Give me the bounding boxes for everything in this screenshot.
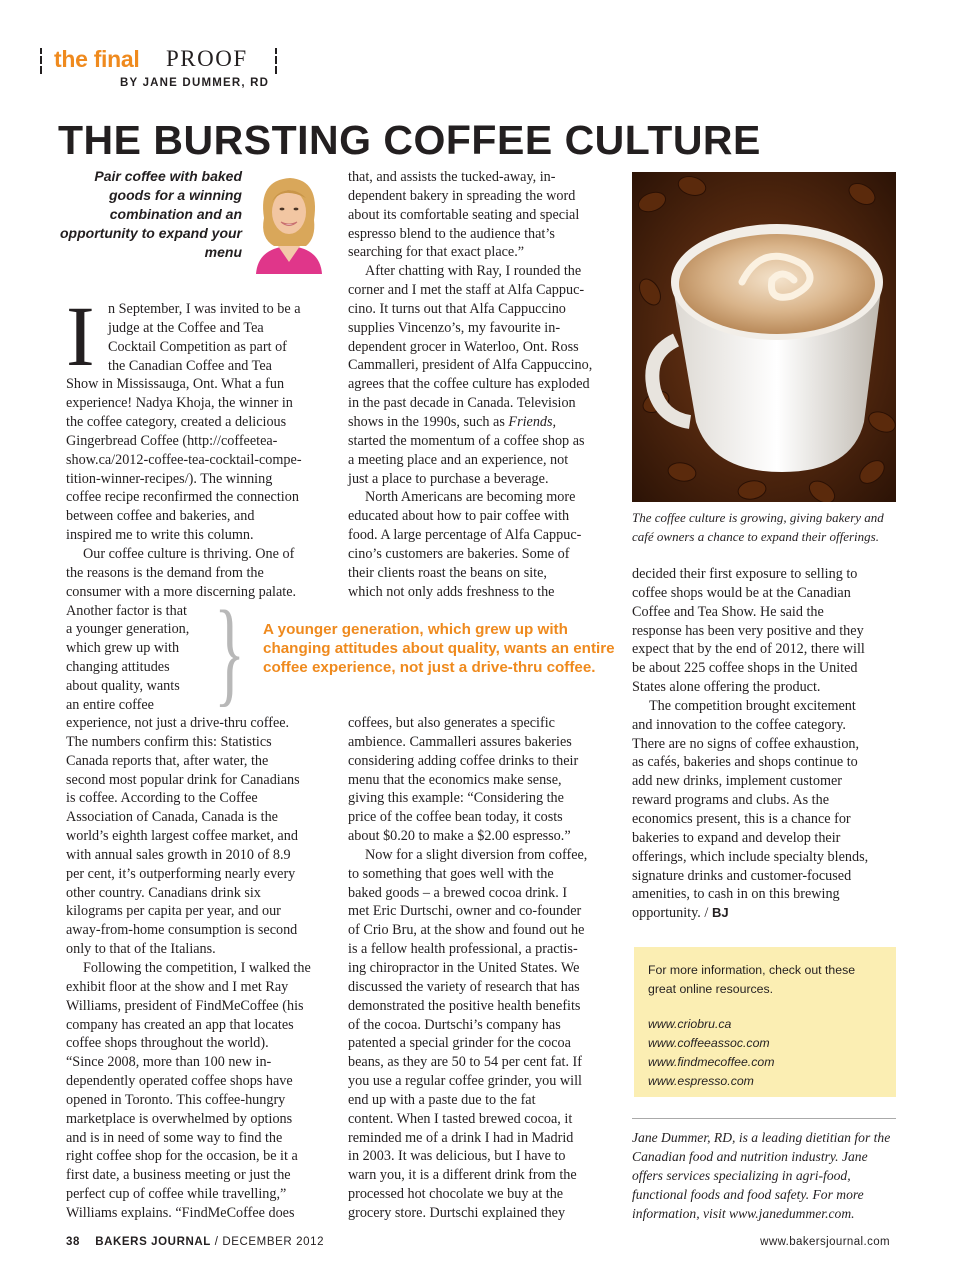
article-line: the coffee category, created a delicious (66, 414, 287, 431)
article-line: n September, I was invited to be a (108, 301, 301, 317)
article-line: cino’s customers are bakeries. Some of (348, 545, 570, 562)
article-line: dependent grocer in Waterloo, Ont. Ross (348, 338, 579, 355)
section-kicker-proof: PROOF (166, 46, 248, 71)
article-line: to something that goes well with the (348, 865, 554, 882)
footer-website[interactable]: www.bakersjournal.com (760, 1236, 890, 1248)
article-line: Williams explains. “FindMeCoffee does (66, 1204, 295, 1221)
author-bio: Jane Dummer, RD, is a leading dietitian for the Canadian food and nutrition industry. Jane offers services specializing in agri-food, functional foods and food safety. For more information, visit www.janedummer.com. (632, 1130, 891, 1221)
article-line: Gingerbread Coffee (http://coffeetea- (66, 432, 278, 449)
article-line: met Eric Durtschi, owner and co-founder (348, 903, 582, 920)
article-line: just a place to purchase a beverage. (348, 470, 549, 487)
article-line: dependent bakery in spreading the word (348, 187, 576, 204)
article-line: demonstrated the positive health benefits (348, 997, 581, 1014)
article-line: a meeting place and an experience, not (348, 451, 569, 468)
article-line: response has been very positive and they (632, 622, 864, 639)
article-line: corner and I met the staff at Alfa Cappuc- (348, 282, 585, 299)
article-line: of the cocoa. Durtschi’s company has (348, 1016, 561, 1033)
article-line: giving this example: “Considering the (348, 790, 564, 807)
article-line: Another factor is that (66, 602, 187, 619)
article-line: opened in Toronto. This coffee-hungry (66, 1091, 286, 1108)
article-line: the reasons is the demand from the (66, 564, 264, 581)
article-line: only to that of the Italians. (66, 941, 216, 958)
article-line: about $0.20 to make a $2.00 espresso.” (348, 828, 571, 845)
article-line: changing attitudes (66, 659, 170, 676)
article-line: you use a regular coffee grinder, you will (348, 1073, 582, 1090)
article-line: dependently operated coffee shops have (66, 1073, 293, 1090)
article-line: bakeries to expand and develop their (632, 829, 841, 846)
article-line: opportunity. / BJ (632, 905, 729, 922)
article-line: judge at the Coffee and Tea (108, 319, 264, 336)
drop-cap: I (66, 288, 95, 384)
article-line: menu that the economics make sense, (348, 771, 562, 788)
article-line: Cammalleri, president of Alfa Cappuccino, (348, 357, 593, 374)
article-line: beans, as they are 50 to 54 per cent fat. If (348, 1054, 582, 1071)
article-line: first date, a business meeting or just the (66, 1167, 291, 1184)
article-line: After chatting with Ray, I rounded the (365, 263, 582, 280)
article-line: inspired me to write this column. (66, 527, 254, 544)
article-line: between coffee and bakeries, and (66, 508, 255, 525)
article-line: perfect cup of coffee while travelling,” (66, 1186, 287, 1203)
article-line: an entire coffee (66, 696, 154, 713)
article-line: Williams, president of FindMeCoffee (his (66, 997, 304, 1014)
article-column-2-top (348, 168, 616, 601)
article-line: per cent, it’s outperforming nearly every (66, 865, 296, 882)
article-line: economics present, this is a chance for (632, 810, 851, 827)
article-line: price of the coffee bean today, it costs (348, 809, 563, 826)
article-line: There are no signs of coffee exhaustion, (632, 735, 860, 752)
article-line: amenities, to cash in on this brewing (632, 886, 840, 903)
article-line: started the momentum of a coffee shop as (348, 432, 585, 449)
article-line: company has created an app that locates (66, 1016, 294, 1033)
article-line: and is in need of some way to find the (66, 1129, 283, 1146)
article-line: coffee shops would be at the Canadian (632, 584, 851, 601)
resource-link[interactable]: www.coffeeassoc.com (648, 1036, 770, 1050)
cappuccino-photo (632, 172, 896, 502)
article-line: reminded me of a drink I had in Madrid (348, 1129, 574, 1146)
article-line: consumer with a more discerning palate. (66, 583, 297, 600)
article-line: North Americans are becoming more (365, 489, 576, 506)
resources-box (634, 947, 896, 1097)
article-line: signature drinks and customer-focused (632, 867, 852, 884)
article-column-3 (632, 565, 894, 923)
article-line: educated about how to pair coffee with (348, 508, 570, 525)
article-line: processed hot chocolate we buy at the (348, 1186, 564, 1203)
article-line: Cocktail Competition as part of (108, 338, 287, 355)
article-line: supplies Vincenzo’s, my favourite in- (348, 319, 561, 336)
article-line: shows in the 1990s, such as Friends, (348, 413, 557, 430)
resource-link[interactable]: www.espresso.com (648, 1074, 754, 1088)
article-line: patented a special grinder for the cocoa (348, 1035, 571, 1052)
article-line: Following the competition, I walked the (83, 959, 311, 976)
article-line: is a fellow health professional, a practis- (348, 941, 578, 958)
article-line: add new drinks, implement customer (632, 773, 843, 790)
article-line: reward programs and clubs. As the (632, 792, 829, 809)
article-line: and innovation to the coffee category. (632, 716, 846, 733)
article-line: second most popular drink for Canadians (66, 771, 300, 788)
article-line: “Since 2008, more than 100 new in- (66, 1054, 272, 1071)
article-line: considering adding coffee drinks to their (348, 752, 579, 769)
headline: THE BURSTING COFFEE CULTURE (58, 117, 761, 163)
article-line: warn you, it is a different drink from the (348, 1167, 577, 1184)
header-right-bar (275, 48, 277, 74)
article-line: as cafés, bakeries and shops continue to (632, 754, 858, 771)
article-line: about quality, wants (66, 677, 180, 694)
article-line: that, and assists the tucked-away, in- (348, 169, 556, 185)
pullquote-brace: } (214, 586, 246, 717)
article-line: baked goods – a brewed cocoa drink. I (348, 884, 568, 901)
article-line: with annual sales growth in 2010 of 8.9 (66, 846, 291, 863)
article-line: experience! Nadya Khoja, the winner in (66, 395, 293, 412)
article-line: in the past decade in Canada. Television (348, 395, 576, 412)
article-line: The competition brought excitement (649, 697, 856, 714)
article-line: espresso blend to the audience that’s (348, 225, 555, 242)
article-line: searching for that exact place.” (348, 244, 525, 261)
article-line: agrees that the coffee culture has exploded (348, 376, 590, 393)
article-line: ambience. Cammalleri assures bakeries (348, 733, 572, 750)
article-line: coffees, but also generates a specific (348, 715, 555, 731)
resource-link[interactable]: www.criobru.ca (648, 1017, 732, 1031)
byline: BY JANE DUMMER, RD (120, 77, 270, 89)
article-line: away-from-home consumption is second (66, 922, 298, 939)
article-line: experience, not just a drive-thru coffee. (66, 715, 290, 731)
page-number: 38 (66, 1236, 80, 1248)
article-line: States alone offering the product. (632, 679, 821, 696)
article-line: is coffee. According to the Coffee (66, 790, 258, 807)
article-line: food. A large percentage of Alfa Cappuc- (348, 527, 582, 544)
article-line: expect that by the end of 2012, there will (632, 641, 865, 658)
header-left-bar (40, 48, 42, 74)
article-line: Canada reports that, after water, the (66, 752, 269, 769)
article-column-2-bottom (348, 714, 616, 1223)
article-line: offerings, which include specialty blends, (632, 848, 869, 865)
article-line: Association of Canada, Canada is the (66, 809, 278, 826)
author-headshot (248, 172, 330, 274)
article-line: right coffee shop for the occasion, be it a (66, 1148, 298, 1165)
article-line: Our coffee culture is thriving. One of (83, 545, 295, 562)
photo-caption: The coffee culture is growing, giving bakery and café owners a chance to expand their offerings. (632, 510, 884, 544)
article-line: end up with a paste due to the fat (348, 1091, 536, 1108)
article-line: Coffee and Tea Show. He said the (632, 603, 824, 620)
article-line: Show in Mississauga, Ont. What a fun (66, 376, 285, 393)
article-line: marketplace is overwhelmed by options (66, 1110, 293, 1127)
article-column-1-bottom (66, 714, 330, 1223)
article-line: which grew up with (66, 640, 180, 657)
pull-quote: A younger generation, which grew up with changing attitudes about quality, wants an entire coffee experience, not just a drive-thru coffee. (263, 621, 615, 676)
article-line: coffee recipe reconfirmed the connection (66, 489, 299, 506)
resources-intro: For more information, check out these great online resources. (648, 963, 856, 996)
article-line: discussed the variety of research that has (348, 978, 580, 995)
article-line: ing chiropractor in the United States. We (348, 959, 580, 976)
article-line: be about 225 coffee shops in the United (632, 660, 858, 677)
article-line: of Crio Bru, at the show and found out he (348, 922, 585, 939)
article-line: grocery store. Durtschi explained they (348, 1204, 566, 1221)
article-line: coffee shops throughout the world). (66, 1035, 269, 1052)
article-line: decided their first exposure to selling to (632, 566, 858, 582)
article-line: which not only adds freshness to the (348, 583, 555, 600)
signoff: BJ (708, 905, 729, 921)
article-line: their clients roast the beans on site, (348, 564, 547, 581)
article-line: the Canadian Coffee and Tea (108, 357, 272, 374)
resource-link[interactable]: www.findmecoffee.com (648, 1055, 775, 1069)
article-line: other country. Canadians drink six (66, 884, 261, 901)
article-line: tition-winner-recipes/). The winning (66, 470, 273, 487)
bio-divider (632, 1118, 896, 1119)
article-line: about its comfortable seating and special (348, 206, 580, 223)
article-line: world’s eighth largest coffee market, and (66, 828, 298, 845)
article-line: kilograms per capita per year, and our (66, 903, 281, 920)
article-line: The numbers confirm this: Statistics (66, 733, 272, 750)
article-line: content. When I tasted brewed cocoa, it (348, 1110, 573, 1127)
section-kicker: the final (54, 46, 140, 72)
deck: Pair coffee with baked goods for a winning combination and an opportunity to expand your menu (60, 168, 242, 260)
footer-folio (66, 1236, 324, 1248)
article-line: Now for a slight diversion from coffee, (365, 846, 588, 863)
article-line: exhibit floor at the show and I met Ray (66, 978, 289, 995)
article-line: cino. It turns out that Alfa Cappuccino (348, 300, 566, 317)
article-line: a younger generation, (66, 621, 190, 638)
publication-name: BAKERS JOURNAL (95, 1236, 211, 1248)
article-line: in 2003. It was delicious, but I have to (348, 1148, 566, 1165)
article-line: show.ca/2012-coffee-tea-cocktail-compe- (66, 451, 302, 468)
issue-date: / DECEMBER 2012 (214, 1236, 325, 1248)
